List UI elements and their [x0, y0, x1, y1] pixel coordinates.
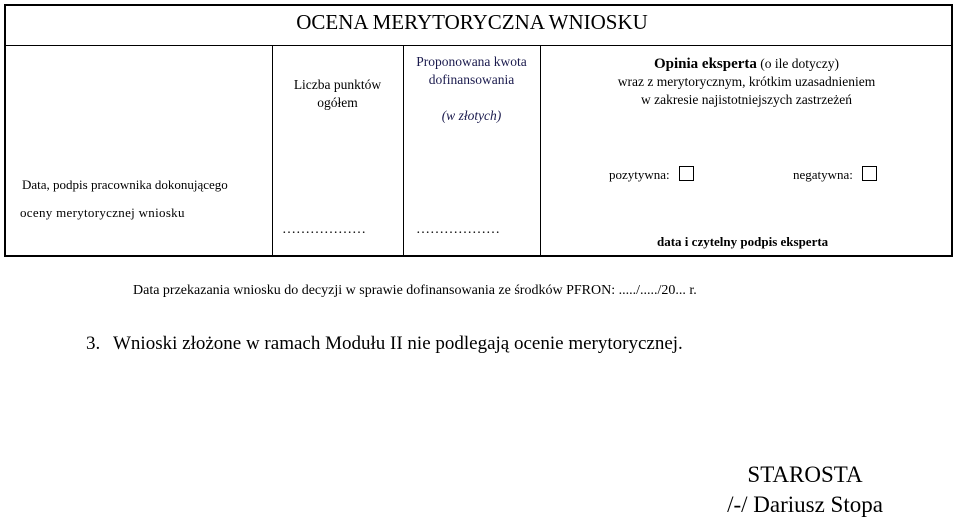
- positive-option[interactable]: [609, 166, 694, 183]
- header-expert-opinion-note: (o ile dotyczy): [756, 56, 840, 71]
- signature-title: STAROSTA: [747, 462, 863, 487]
- negative-label: negatywna:: [793, 167, 853, 182]
- module-note-number: 3.: [86, 333, 101, 354]
- negative-checkbox[interactable]: [862, 166, 877, 181]
- amount-field[interactable]: ………………: [416, 222, 500, 237]
- module-note-text: Wnioski złożone w ramach Modułu II nie podlegają ocenie merytorycznej.: [113, 333, 683, 354]
- positive-label: pozytywna:: [609, 167, 670, 182]
- header-proposed-amount: [403, 53, 540, 125]
- signature-name: /-/ Dariusz Stopa: [727, 492, 883, 517]
- table-divider: [4, 45, 953, 46]
- signature-block: [700, 460, 910, 520]
- header-expert-opinion-bold: Opinia eksperta: [653, 56, 757, 72]
- header-proposed-amount-line1: Proponowana kwota: [416, 54, 527, 69]
- header-total-points-line1: Liczba punktów: [293, 77, 382, 92]
- module-note: [86, 333, 683, 355]
- employee-line2: oceny merytorycznej wniosku: [20, 205, 185, 220]
- positive-checkbox[interactable]: [679, 166, 694, 181]
- expert-signature-label: data i czytelny podpis eksperta: [657, 234, 829, 249]
- form-title: OCENA MERYTORYCZNA WNIOSKU: [296, 10, 648, 34]
- negative-option[interactable]: [793, 166, 877, 183]
- employee-line1: Data, podpis pracownika dokonującego: [22, 177, 228, 192]
- header-proposed-amount-line3: (w złotych): [441, 108, 502, 123]
- header-total-points: [272, 76, 403, 112]
- points-field[interactable]: ………………: [282, 222, 366, 237]
- header-expert-opinion-line2: wraz z merytorycznym, krótkim uzasadnieniem: [617, 74, 876, 89]
- header-expert-opinion: [540, 55, 953, 109]
- header-expert-opinion-line3: w zakresie najistotniejszych zastrzeżeń: [640, 92, 853, 107]
- header-proposed-amount-line2: dofinansowania: [428, 72, 515, 87]
- header-total-points-line2: ogółem: [317, 95, 358, 110]
- transfer-date-line: Data przekazania wniosku do decyzji w sprawie dofinansowania ze środków PFRON: ...../...../20... r.: [133, 283, 697, 298]
- employee-signature-label: [22, 177, 267, 221]
